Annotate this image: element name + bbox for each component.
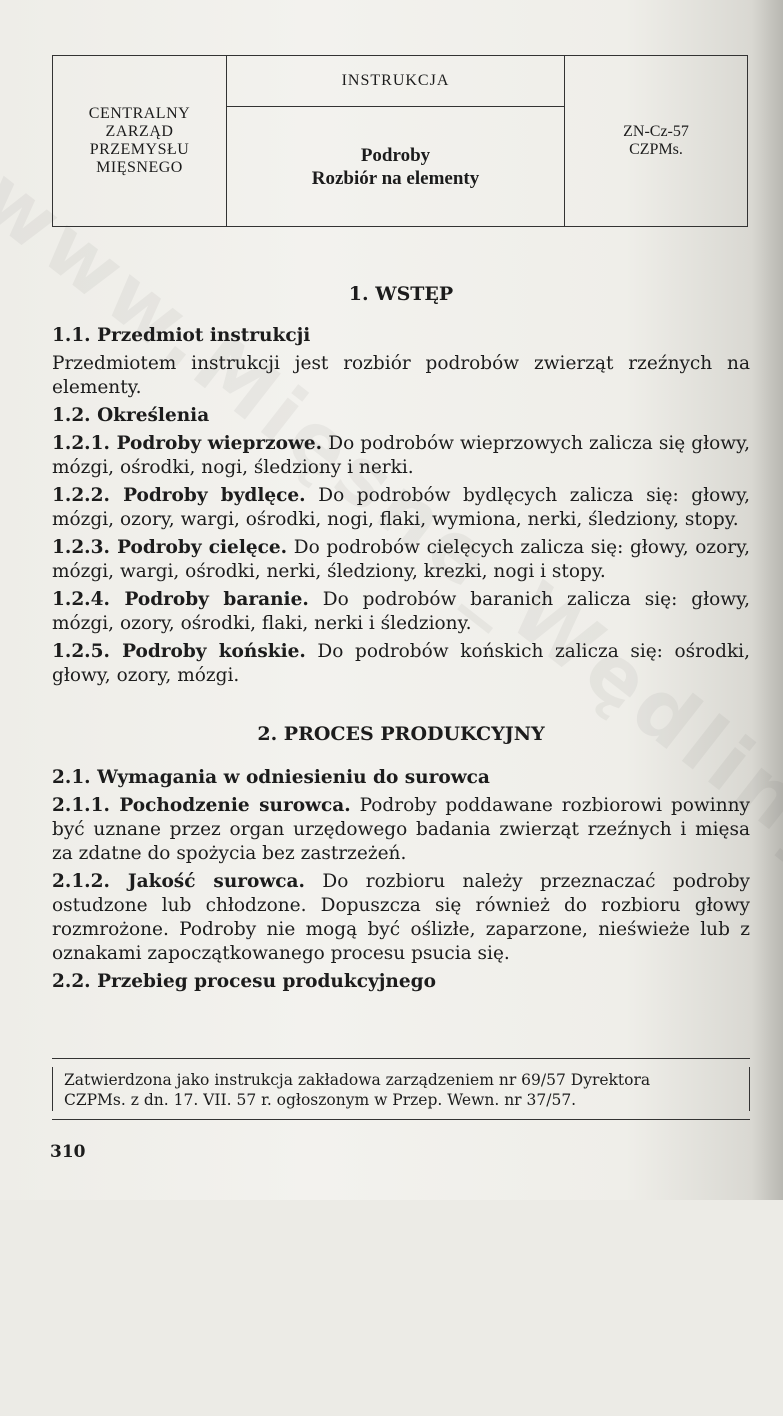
approval-note xyxy=(52,1058,750,1120)
code-cell xyxy=(565,56,747,226)
paragraph-2-1-2 xyxy=(52,870,750,966)
item-label: 1.2.4. Podroby baranie. xyxy=(52,589,309,610)
paragraph-1-2-5 xyxy=(52,640,750,688)
item-text: Do podrobów wieprzowych zalicza się głowy, mózgi, ośrodki, nogi, śledziony i nerki. xyxy=(52,433,750,478)
title-line-1: Podroby xyxy=(360,144,431,166)
code-line: ZN-Cz-57 xyxy=(623,123,689,140)
code-line: CZPMs. xyxy=(629,141,683,158)
note-border-right xyxy=(749,1067,750,1111)
note-line-2: CZPMs. z dn. 17. VII. 57 r. ogłoszonym w Przep. Wewn. nr 37/57. xyxy=(64,1091,577,1109)
item-label: 1.2.3. Podroby cielęce. xyxy=(52,537,288,558)
item-label: 1.2.2. Podroby bydlęce. xyxy=(52,485,306,506)
title-cell xyxy=(227,56,565,226)
heading-1-2: 1.2. Określenia xyxy=(52,405,210,426)
item-text: Do podrobów bydlęcych zalicza się: głowy, mózgi, ozory, wargi, ośrodki, nogi, flaki, wymiona, nerki, śledziony, stopy. xyxy=(52,485,750,530)
paragraph-1-2-1 xyxy=(52,432,750,480)
org-line: MIĘSNEGO xyxy=(96,159,183,176)
item-text: Do podrobów końskich zalicza się: ośrodki, głowy, ozory, mózgi. xyxy=(52,641,750,686)
heading-1-1: 1.1. Przedmiot instrukcji xyxy=(52,325,311,346)
title-line-2: Rozbiór na elementy xyxy=(311,167,480,189)
document-type: INSTRUKCJA xyxy=(227,56,564,107)
document-title xyxy=(312,107,479,226)
item-text: Do podrobów baranich zalicza się: głowy, mózgi, ozory, ośrodki, flaki, nerki i śledziony. xyxy=(52,589,750,634)
section-1-title: 1. WSTĘP xyxy=(348,283,454,305)
item-text: Podroby poddawane rozbiorowi powinny być uznane przez organ urzędowego badania zwierząt rzeźnych i mięsa za zdatne do spożycia bez zastrzeżeń. xyxy=(52,795,750,864)
paragraph-1-2-4 xyxy=(52,588,750,636)
item-label: 1.2.5. Podroby końskie. xyxy=(52,641,306,662)
note-border-left xyxy=(52,1067,53,1111)
paragraph-1-2-2 xyxy=(52,484,750,532)
paragraph-1-2-3 xyxy=(52,536,750,584)
heading-2-1: 2.1. Wymagania w odniesieniu do surowca xyxy=(52,767,490,788)
item-label: 1.2.1. Podroby wieprzowe. xyxy=(52,433,323,454)
item-text: Do rozbioru należy przeznaczać podroby ostudzone lub chłodzone. Dopuszcza się również do rozbioru głowy rozmrożone. Podroby nie mogą być oślizłe, zaparzone, nieświeże lub z oznakami zapoczątkowanego procesu psucia się. xyxy=(52,871,751,964)
organization-cell xyxy=(53,56,227,226)
document-body xyxy=(52,282,750,998)
item-label: 2.1.2. Jakość surowca. xyxy=(52,871,305,892)
org-line: ZARZĄD xyxy=(105,123,174,140)
paragraph-2-1-1 xyxy=(52,794,750,866)
item-label: 2.1.1. Pochodzenie surowca. xyxy=(52,795,351,816)
section-2-title: 2. PROCES PRODUKCYJNY xyxy=(257,723,545,745)
heading-2-2: 2.2. Przebieg procesu produkcyjnego xyxy=(52,971,436,992)
org-line: CENTRALNY xyxy=(88,105,191,122)
page-number: 310 xyxy=(50,1142,86,1162)
approval-note-text xyxy=(64,1070,736,1110)
paragraph-1-1: Przedmiotem instrukcji jest rozbiór podrobów zwierząt rzeźnych na elementy. xyxy=(52,353,750,398)
item-text: Do podrobów cielęcych zalicza się: głowy, ozory, mózgi, wargi, ośrodki, nerki, śledziony, krezki, nogi i stopy. xyxy=(52,537,750,582)
org-line: PRZEMYSŁU xyxy=(89,141,190,158)
header-table xyxy=(52,55,748,227)
note-line-1: Zatwierdzona jako instrukcja zakładowa zarządzeniem nr 69/57 Dyrektora xyxy=(64,1071,651,1089)
